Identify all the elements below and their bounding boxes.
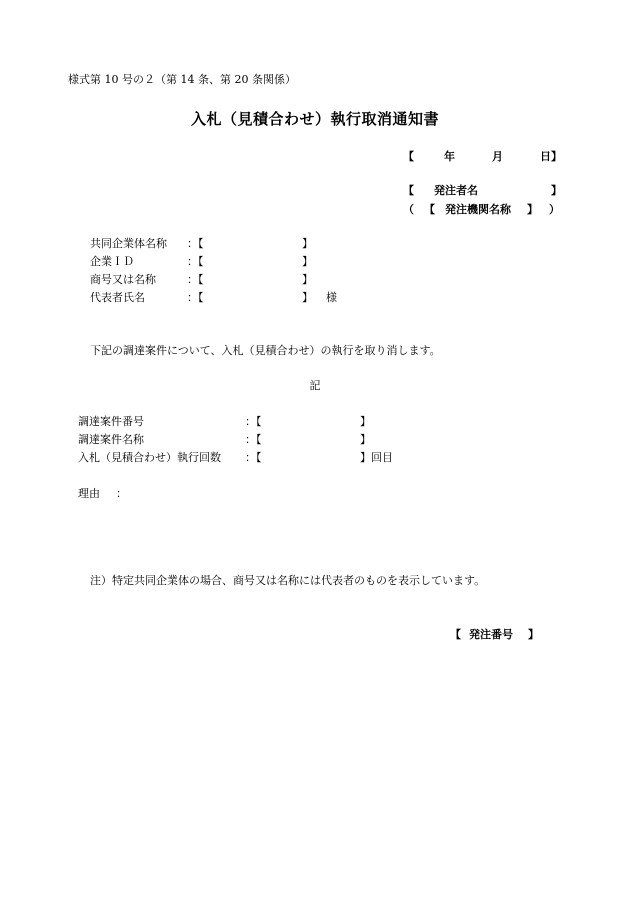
detail-colon-execution-count: ：【	[245, 451, 262, 464]
agency-paren-close: ）	[549, 203, 560, 216]
document-title: 入札（見積合わせ）執行取消通知書	[190, 110, 439, 128]
order-number-label: 発注番号	[469, 628, 513, 641]
detail-suffix-execution-count: 回目	[371, 451, 393, 464]
detail-colon-case-number: ：【	[245, 415, 262, 428]
note-text: 注）特定共同企業体の場合、商号又は名称には代表者のものを表示しています。	[90, 574, 486, 587]
ki-heading: 記	[309, 379, 321, 392]
detail-label-execution-count: 入札（見積合わせ）執行回数	[78, 451, 221, 464]
detail-close-case-number: 】	[360, 415, 371, 428]
detail-colon-case-name: ：【	[245, 433, 262, 446]
recipient-label-jv-name: 共同企業体名称	[90, 237, 167, 250]
detail-close-execution-count: 】	[360, 451, 371, 464]
recipient-honorific: 様	[326, 291, 337, 304]
reason-label: 理由	[78, 487, 100, 500]
date-bracket-open: 【	[403, 150, 414, 163]
recipient-label-representative: 代表者氏名	[90, 291, 145, 304]
reason-colon: ：	[116, 487, 127, 500]
order-number-bracket-open: 【	[450, 628, 461, 641]
body-text: 下記の調達案件について、入札（見積合わせ）の執行を取り消します。	[90, 344, 441, 357]
date-year-label: 年	[444, 150, 455, 163]
recipient-close-jv-name: 】	[302, 237, 313, 250]
recipient-colon-representative: ：【	[187, 291, 204, 304]
issuer-bracket-open: 【	[403, 184, 414, 197]
form-number: 様式第 10 号の２（第 14 条、第 20 条関係）	[68, 73, 296, 86]
order-number-bracket-close: 】	[528, 628, 539, 641]
recipient-label-company-id: 企業ＩＤ	[90, 255, 134, 268]
detail-close-case-name: 】	[360, 433, 371, 446]
detail-label-case-name: 調達案件名称	[78, 433, 144, 446]
date-month-label: 月	[492, 150, 503, 163]
issuer-bracket-close: 】	[551, 184, 562, 197]
agency-name-label: 発注機関名称	[445, 203, 511, 216]
agency-bracket-open: 【	[424, 203, 435, 216]
detail-label-case-number: 調達案件番号	[78, 415, 144, 428]
agency-bracket-close: 】	[527, 203, 538, 216]
recipient-label-trade-name: 商号又は名称	[90, 273, 156, 286]
recipient-colon-company-id: ：【	[187, 255, 204, 268]
issuer-name-label: 発注者名	[434, 184, 478, 197]
recipient-close-representative: 】	[302, 291, 313, 304]
date-day-label: 日】	[540, 150, 562, 163]
agency-paren-open: （	[403, 203, 414, 216]
recipient-colon-trade-name: ：【	[187, 273, 204, 286]
recipient-colon-jv-name: ：【	[187, 237, 204, 250]
recipient-close-trade-name: 】	[302, 273, 313, 286]
recipient-close-company-id: 】	[302, 255, 313, 268]
